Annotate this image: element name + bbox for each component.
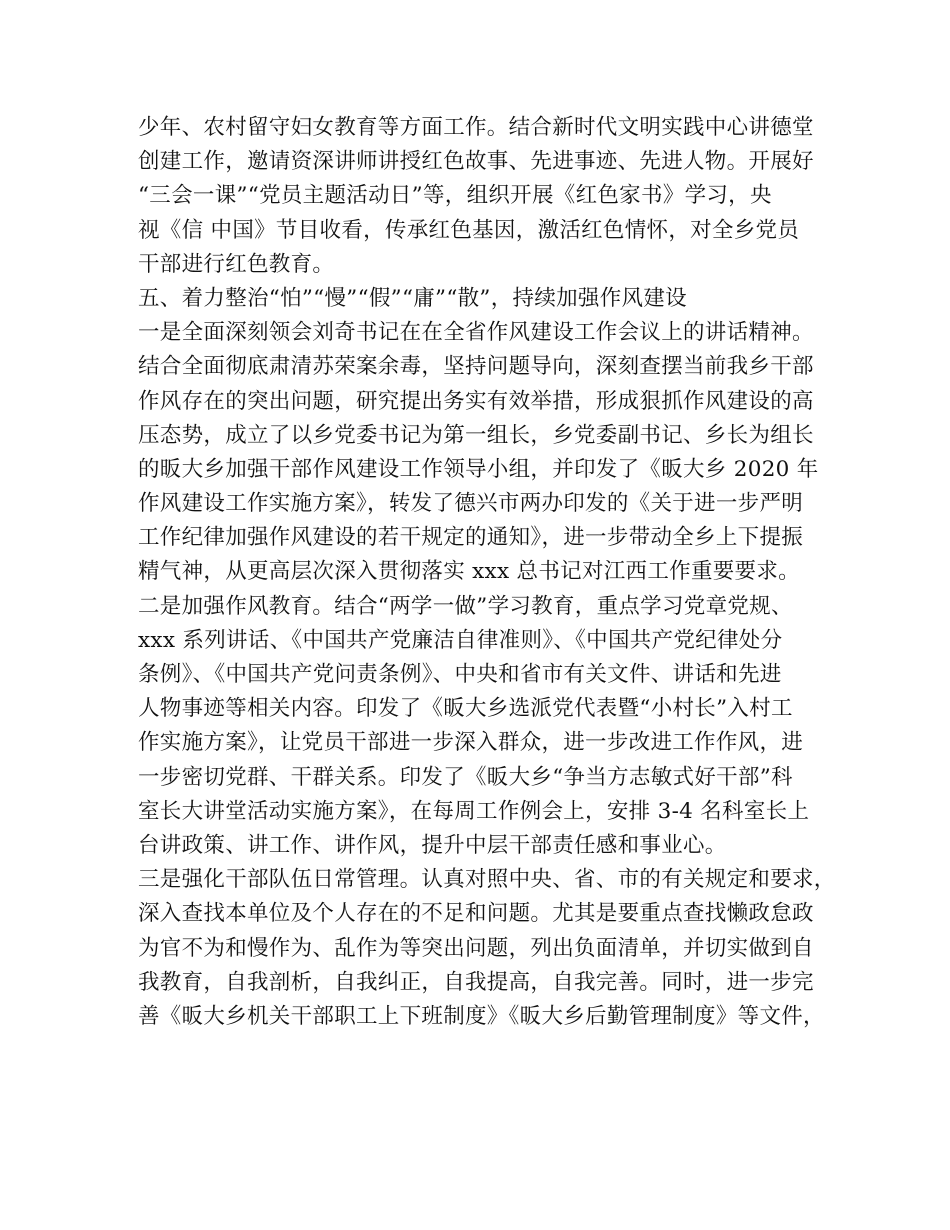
text-line: 善《昄大乡机关干部职工上下班制度》《昄大乡后勤管理制度》等文件， — [138, 1003, 825, 1029]
text-line: 人物事迹等相关内容。印发了《昄大乡选派党代表暨“小村长”入村工 — [138, 696, 793, 722]
text-line: 工作纪律加强作风建设的若干规定的通知》，进一步带动全乡上下提振 — [138, 525, 804, 551]
text-line: 的昄大乡加强干部作风建设工作领导小组，并印发了《昄大乡 2020 年 — [138, 456, 819, 482]
text-line: “三会一课”“党员主题活动日”等，组织开展《红色家书》学习，央 — [138, 183, 772, 209]
text-line: 台讲政策、讲工作、讲作风，提升中层干部责任感和事业心。 — [138, 832, 727, 858]
document-body-text — [138, 111, 836, 1034]
section-heading: 五、着力整治“怕”“慢”“假”“庸”“散”，持续加强作风建设 — [138, 285, 687, 311]
text-line: 视《信 中国》节目收看，传承红色基因，激活红色情怀，对全乡党员 — [138, 217, 800, 243]
text-line: 一步密切党群、干群关系。印发了《昄大乡“争当方志敏式好干部”科 — [138, 764, 793, 790]
text-line: 我教育，自我剖析，自我纠正，自我提高，自我完善。同时，进一步完 — [138, 969, 814, 995]
text-line: 一是全面深刻领会刘奇书记在在全省作风建设工作会议上的讲话精神。 — [138, 320, 814, 346]
text-line: 结合全面彻底肃清苏荣案余毒，坚持问题导向，深刻查摆当前我乡干部 — [138, 354, 814, 380]
text-line: 为官不为和慢作为、乱作为等突出问题，列出负面清单，并切实做到自 — [138, 935, 814, 961]
text-line: 作实施方案》，让党员干部进一步深入群众，进一步改进工作作风，进 — [138, 730, 804, 756]
text-line: 条例》、《中国共产党问责条例》、中央和省市有关文件、讲话和先进 — [138, 662, 782, 687]
text-line: 作风存在的突出问题，研究提出务实有效举措，形成狠抓作风建设的高 — [138, 388, 814, 414]
text-line: 精气神，从更高层次深入贯彻落实 xxx 总书记对江西工作重要要求。 — [138, 559, 800, 585]
text-line: 三是强化干部队伍日常管理。认真对照中央、省、市的有关规定和要求， — [138, 867, 836, 893]
text-line: 室长大讲堂活动实施方案》，在每周工作例会上，安排 3-4 名科室长上 — [138, 798, 810, 824]
text-line: 作风建设工作实施方案》，转发了德兴市两办印发的《关于进一步严明 — [138, 491, 804, 517]
text-line: 压态势，成立了以乡党委书记为第一组长，乡党委副书记、乡长为组长 — [138, 422, 814, 448]
text-line: 深入查找本单位及个人存在的不足和问题。尤其是要重点查找懒政怠政 — [138, 901, 814, 927]
text-line: 干部进行红色教育。 — [138, 251, 335, 277]
text-line: xxx 系列讲话、《中国共产党廉洁自律准则》、《中国共产党纪律处分 — [138, 627, 783, 653]
text-line: 少年、农村留守妇女教育等方面工作。结合新时代文明实践中心讲德堂 — [138, 115, 814, 140]
text-line: 创建工作，邀请资深讲师讲授红色故事、先进事迹、先进人物。开展好 — [138, 149, 814, 175]
text-line: 二是加强作风教育。结合“两学一做”学习教育，重点学习党章党规、 — [138, 593, 793, 619]
